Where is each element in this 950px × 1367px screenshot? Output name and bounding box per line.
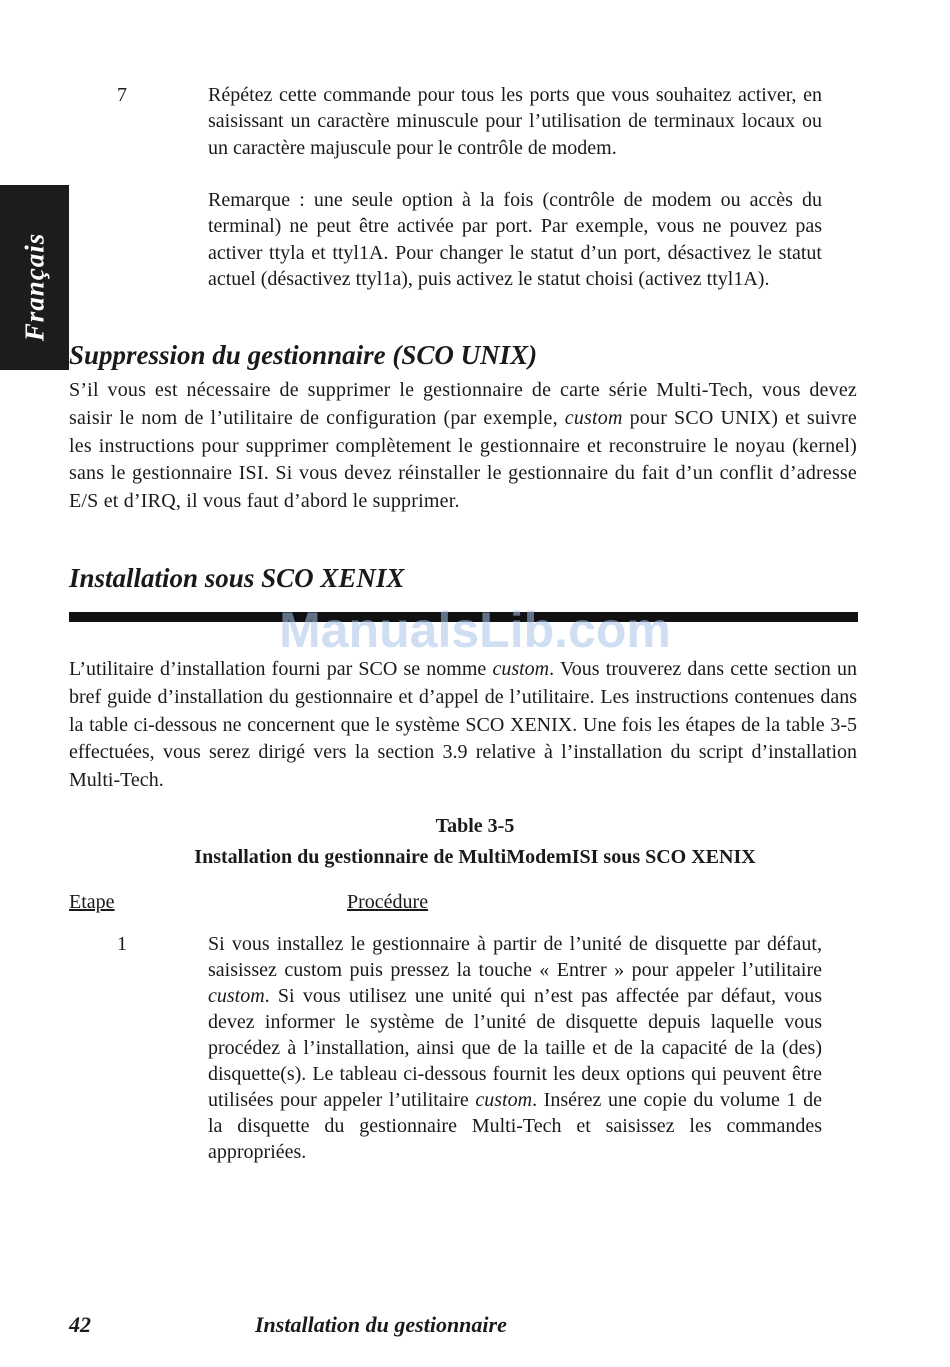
table-label: Table 3-5 [435,815,515,837]
procedure-custom-1: custom [208,985,265,1007]
table-row-1-step: 1 [117,933,127,955]
paragraph-suppression [69,377,857,516]
paragraph-installation [69,656,857,795]
language-side-tab-label: Français [19,232,50,342]
paragraph-installation-part1: L’utilitaire d’installation fourni par SCO se nomme [69,658,493,680]
step-7-note: Remarque : une seule option à la fois (contrôle de modem ou accès du terminal) ne peut être activée par port. Par exemple, vous ne pouvez pas activer ttyla et ttyl1A. Pour changer le statut d’un port, désactivez le statut actuel (désactivez ttyl1a), puis activez le statut choisi (activez ttyl1A). [208,189,822,290]
procedure-text-3: . Insérez une copie du volume 1 de la disquette du gestionnaire Multi-Tech et saisissez les commandes appropriées. [208,1089,822,1163]
paragraph-suppression-custom: custom [564,406,623,429]
step-7-text: Répétez cette commande pour tous les ports que vous souhaitez activer, en saisissant un caractère minuscule pour l’utilisation de terminaux locaux ou un caractère majuscule pour le contrôle de modem. [208,84,822,159]
footer-page-number: 42 [69,1312,91,1337]
procedure-custom-2: custom [475,1089,533,1111]
procedure-text-1: Si vous installez le gestionnaire à partir de l’unité de disquette par défaut, saisissez custom puis pressez la touche « Entrer » pour appeler l’utilitaire [208,933,822,981]
heading-suppression-sco-unix: Suppression du gestionnaire (SCO UNIX) [69,340,538,370]
procedure-text-2: . Si vous utilisez une unité qui n’est pas affectée par défaut, vous devez informer le système de l’unité de disquette depuis laquelle vous procédez à l’installation, ainsi que de la taille et de la capacité de la (des) disquette(s). Le tableau ci-dessous fournit les deux options qui peuvent être utilisées pour appeler l’utilitaire [208,985,822,1111]
heading-installation-sco-xenix: Installation sous SCO XENIX [69,563,405,593]
table-caption: Installation du gestionnaire de MultiModemISI sous SCO XENIX [194,846,756,868]
column-header-procedure: Procédure [347,891,429,913]
column-header-step: Etape [69,891,115,913]
table-row-1-procedure [208,931,822,1165]
footer-title: Installation du gestionnaire [255,1312,507,1337]
paragraph-suppression-part2: pour SCO UNIX) et suivre les instructions pour supprimer complètement le gestionnaire et reconstruire le noyau (kernel) sans le gestionnaire ISI. Si vous devez réinstaller le gestionnaire du fait d’un conflit d’adresse E/S et d’IRQ, il vous faut d’abord le supprimer. [69,406,857,513]
watermark: ManualsLib.com [279,602,671,658]
step-7-number: 7 [117,84,127,106]
paragraph-installation-custom: custom [492,658,550,680]
paragraph-installation-part2: . Vous trouverez dans cette section un bref guide d’installation du gestionnaire et d’appel de l’utilitaire. Les instructions contenues dans la table ci-dessous ne concernent que le système SCO XENIX. Une fois les étapes de la table 3-5 effectuées, vous serez dirigé vers la section 3.9 relative à l’installation du script d’installation Multi-Tech. [69,658,857,792]
paragraph-suppression-part1: S’il vous est nécessaire de supprimer le gestionnaire de carte série Multi-Tech, vous devez saisir le nom de l’utilitaire de configuration (par exemple, [69,379,857,429]
